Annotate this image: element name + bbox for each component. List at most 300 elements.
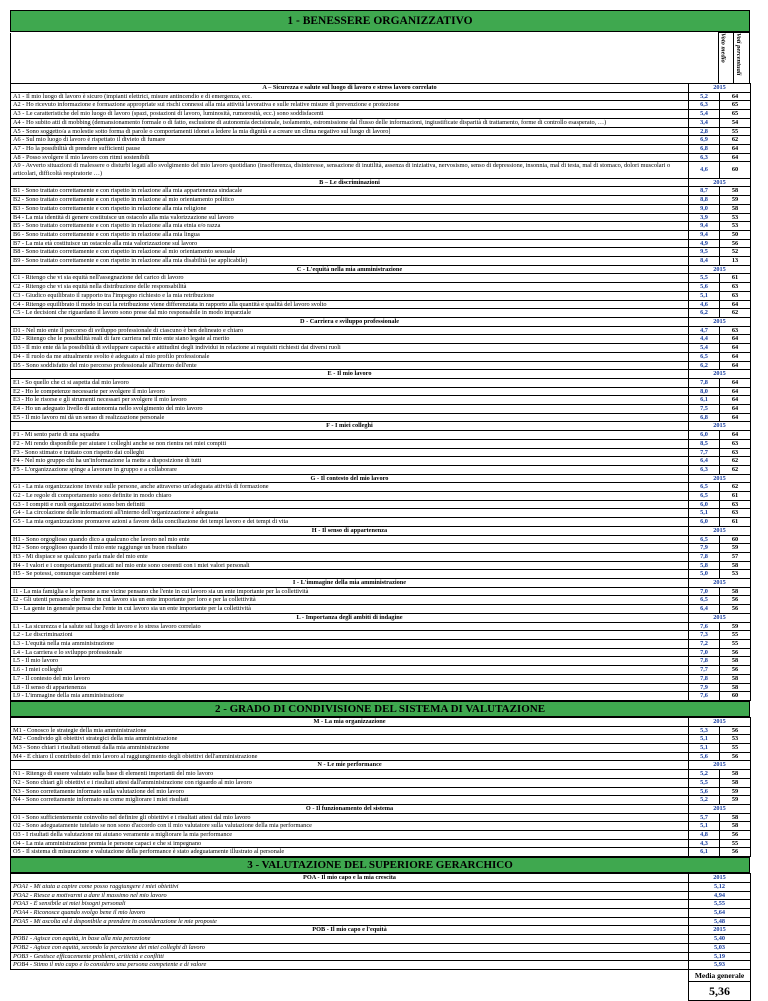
percentage-value: 59 [720,622,751,631]
question-text: O1 - Sono sufficientemente coinvolto nel definire gli obiettivi e i risultati attesi dal mio lavoro [11,813,689,822]
average-score: 6,3 [689,153,720,162]
year-label: 2015 [689,579,751,588]
percentage-value: 65 [720,110,751,119]
question-row [11,778,751,787]
question-row [11,900,751,909]
percentage-value: 64 [720,300,751,309]
section-heading: N - Le mie performance [11,761,689,770]
question-text: C4 - Ritengo equilibrato il modo in cui la retribuzione viene differenziata in rapporto alla quantità e qualità del lavoro svolto [11,300,689,309]
year-label: 2015 [689,474,751,483]
question-text: L2 - Le discriminazioni [11,631,689,640]
percentage-value: 56 [720,666,751,675]
question-text: POA2 - Riesce a motivarmi a dare il massimo nel mio lavoro [11,891,689,900]
question-row [11,153,751,162]
percentage-value: 58 [720,683,751,692]
question-text: A7 - Ho la possibilità di prendere sufficienti pause [11,144,689,153]
year-label: 2015 [689,613,751,622]
question-row [11,492,751,501]
question-row [11,291,751,300]
question-text: N1 - Ritengo di essere valutato sulla base di elementi importanti del mio lavoro [11,770,689,779]
percentage-value: 56 [720,752,751,761]
percentage-value: 59 [720,796,751,805]
question-row [11,187,751,196]
question-text: G2 - Le regole di comportamento sono definite in modo chiaro [11,492,689,501]
question-row [11,465,751,474]
question-text: A6 - Sul mio luogo di lavoro è rispettato il divieto di fumare [11,136,689,145]
question-row [11,796,751,805]
question-row [11,674,751,683]
average-score: 5,19 [689,952,751,961]
question-text: B3 - Sono trattato correttamente e con rispetto in relazione alla mia religione [11,204,689,213]
percentage-value: 13 [720,257,751,266]
percentage-value: 61 [720,492,751,501]
question-text: M1 - Conosco le strategie della mia amministrazione [11,726,689,735]
year-label: 2015 [689,317,751,326]
percentage-value: 64 [720,144,751,153]
question-text: F1 - Mi sento parte di una squadra [11,431,689,440]
question-text: D4 - Il ruolo da me attualmente svolto è adeguato al mio profilo professionale [11,352,689,361]
average-score: 4,4 [689,335,720,344]
percentage-value: 58 [720,657,751,666]
percentage-value: 53 [720,570,751,579]
percentage-value: 58 [720,187,751,196]
question-row [11,961,751,970]
question-text: F3 - Sono stimato e trattato con rispetto dai colleghi [11,448,689,457]
question-text: M4 - È chiaro il contributo del mio lavoro al raggiungimento degli obiettivi dell'amministrazione [11,752,689,761]
percentage-value: 61 [720,274,751,283]
section-heading: A – Sicurezza e salute sul luogo di lavoro e stress lavoro correlato [11,84,689,93]
average-score: 8,4 [689,257,720,266]
average-score: 5,4 [689,344,720,353]
average-score: 5,48 [689,917,751,926]
question-row [11,839,751,848]
question-text: B1 - Sono trattato correttamente e con rispetto in relazione alla mia appartenenza sindacale [11,187,689,196]
question-text: B2 - Sono trattato correttamente e con rispetto in relazione al mio orientamento politico [11,196,689,205]
section-heading: I - L'immagine della mia amministrazione [11,579,689,588]
year-label: 2015 [689,178,751,187]
question-row [11,483,751,492]
average-score: 5,03 [689,943,751,952]
question-row [11,196,751,205]
question-text: M3 - Sono chiari i risultati ottenuti dalla mia amministrazione [11,744,689,753]
question-text: POA1 - Mi aiuta a capire come posso raggiungere i miei obiettivi [11,882,689,891]
question-row [11,561,751,570]
question-row [11,631,751,640]
section-header-row [11,317,751,326]
question-text: L4 - La carriera e lo sviluppo professionale [11,648,689,657]
question-text: E3 - Ho le risorse e gli strumenti necessari per svolgere il mio lavoro [11,396,689,405]
question-text: I2 - Gli utenti pensano che l'ente in cui lavoro sia un ente importante per loro e per la collettività [11,596,689,605]
percentage-value: 57 [720,552,751,561]
average-score: 7,7 [689,666,720,675]
percentage-value: 55 [720,127,751,136]
question-row [11,352,751,361]
percentage-value: 56 [720,648,751,657]
average-score: 5,0 [689,570,720,579]
section-header-row [11,761,751,770]
percentage-value: 64 [720,405,751,414]
year-label: 2015 [689,265,751,274]
question-text: C3 - Giudico equilibrato il rapporto tra l'impegno richiesto e la mia retribuzione [11,291,689,300]
question-row [11,300,751,309]
question-text: H3 - Mi dispiace se qualcuno parla male del mio ente [11,552,689,561]
average-score: 6,4 [689,457,720,466]
average-score: 2,8 [689,127,720,136]
question-text: I3 - La gente in generale pensa che l'ente in cui lavoro sia un ente importante per la collettività [11,605,689,614]
average-score: 8,8 [689,196,720,205]
section-header-row [11,526,751,535]
media-generale-row [11,969,751,981]
question-text: G3 - I compiti e ruoli organizzativi sono ben definiti [11,500,689,509]
question-row [11,882,751,891]
question-row [11,378,751,387]
question-text: A9 - Avverto situazioni di malessere o disturbi legati allo svolgimento del mio lavoro quotidiano (insofferenza, disinteresse, sensazione di inutilità, assenza di iniziativa, nervosismo, senso di depressione, insonnia, mal di testa, mal di stomaco, dolori muscolari o articolari, difficoltà respiratorie …) [11,162,689,178]
section-header-row [11,579,751,588]
section-heading: D - Carriera e sviluppo professionale [11,317,689,326]
question-text: M2 - Condivido gli obiettivi strategici della mia amministrazione [11,735,689,744]
column-voto-medio: Voto medio [719,33,727,63]
percentage-value: 55 [720,631,751,640]
question-text: H5 - Se potessi, comunque cambierei ente [11,570,689,579]
section-heading: O - Il funzionamento del sistema [11,804,689,813]
percentage-value: 64 [720,361,751,370]
average-score: 5,64 [689,908,751,917]
question-text: G1 - La mia organizzazione investe sulle persone, anche attraverso un'adeguata attività di formazione [11,483,689,492]
question-text: B6 - Sono trattato correttamente e con rispetto in relazione alla mia lingua [11,230,689,239]
average-score: 5,6 [689,752,720,761]
average-score: 4,3 [689,839,720,848]
question-text: L9 - L'immagine della mia amministrazione [11,692,689,701]
average-score: 5,40 [689,935,751,944]
question-row [11,326,751,335]
average-score: 8,0 [689,387,720,396]
percentage-value: 56 [720,605,751,614]
average-score: 5,6 [689,787,720,796]
question-row [11,283,751,292]
question-text: E2 - Ho le competenze necessarie per svolgere il mio lavoro [11,387,689,396]
question-text: E4 - Ho un adeguato livello di autonomia nello svolgimento del mio lavoro [11,405,689,414]
average-score: 7,9 [689,544,720,553]
question-row [11,204,751,213]
average-score: 4,8 [689,831,720,840]
question-text: G4 - La circolazione delle informazioni all'interno dell'organizzazione è adeguata [11,509,689,518]
percentage-value: 58 [720,204,751,213]
percentage-value: 53 [720,735,751,744]
average-score: 5,1 [689,735,720,744]
percentage-value: 60 [720,162,751,178]
section-3-title: 3 - VALUTAZIONE DEL SUPERIORE GERARCHICO [10,857,750,873]
question-text: O4 - La mia amministrazione premia le persone capaci e che si impegnano [11,839,689,848]
section-header-row [11,265,751,274]
average-score: 5,55 [689,900,751,909]
average-score: 6,8 [689,413,720,422]
section-heading: H - Il senso di appartenenza [11,526,689,535]
question-text: POA4 - Riconosce quando svolgo bene il mio lavoro [11,908,689,917]
question-text: L5 - Il mio lavoro [11,657,689,666]
question-text: H1 - Sono orgoglioso quando dico a qualcuno che lavoro nel mio ente [11,535,689,544]
average-score: 5,12 [689,882,751,891]
question-text: A1 - Il mio luogo di lavoro è sicuro (impianti elettrici, misure antincendio e di emergenza, ecc. [11,92,689,101]
section-header-row [11,926,751,935]
average-score: 6,0 [689,431,720,440]
question-text: F4 - Nel mio gruppo chi ha un'informazione la mette a disposizione di tutti [11,457,689,466]
average-score: 5,1 [689,822,720,831]
question-text: POA3 - È sensibile ai miei bisogni personali [11,900,689,909]
question-row [11,570,751,579]
question-text: B7 - La mia età costituisce un ostacolo alla mia valorizzazione sul lavoro [11,239,689,248]
question-row [11,744,751,753]
question-row [11,136,751,145]
percentage-value: 64 [720,335,751,344]
percentage-value: 56 [720,596,751,605]
average-score: 5,8 [689,561,720,570]
average-score: 6,5 [689,492,720,501]
percentage-value: 64 [720,431,751,440]
average-score: 9,0 [689,204,720,213]
year-label: 2015 [689,422,751,431]
average-score: 6,1 [689,848,720,857]
percentage-value: 65 [720,101,751,110]
question-row [11,552,751,561]
question-row [11,500,751,509]
question-row [11,848,751,857]
question-text: N4 - Sono correttamente informato su come migliorare i miei risultati [11,796,689,805]
section-2-table [10,717,751,857]
media-generale-label: Media generale [689,969,751,981]
question-row [11,431,751,440]
average-score: 6,0 [689,500,720,509]
average-score: 4,6 [689,162,720,178]
question-text: I1 - La mia famiglia e le persone a me vicine pensano che l'ente in cui lavoro sia un ente importante per la collettività [11,587,689,596]
percentage-value: 60 [720,692,751,701]
percentage-value: 53 [720,213,751,222]
average-score: 6,5 [689,483,720,492]
question-text: POB3 - Gestisce efficacemente problemi, criticità e conflitti [11,952,689,961]
percentage-value: 58 [720,778,751,787]
question-row [11,248,751,257]
question-row [11,239,751,248]
average-score: 6,5 [689,352,720,361]
question-row [11,92,751,101]
question-row [11,361,751,370]
question-row [11,726,751,735]
percentage-value: 55 [720,744,751,753]
average-score: 8,5 [689,439,720,448]
section-header-row [11,613,751,622]
average-score: 7,0 [689,648,720,657]
average-score: 4,6 [689,300,720,309]
percentage-value: 55 [720,839,751,848]
average-score: 6,8 [689,144,720,153]
question-row [11,640,751,649]
percentage-value: 62 [720,309,751,318]
percentage-value: 58 [720,561,751,570]
question-text: L8 - Il senso di appartenenza [11,683,689,692]
average-score: 7,8 [689,674,720,683]
question-text: D1 - Nel mio ente il percorso di sviluppo professionale di ciascuno è ben delineato e chiaro [11,326,689,335]
question-row [11,448,751,457]
average-score: 6,2 [689,309,720,318]
year-label: 2015 [689,84,751,93]
percentage-value: 64 [720,378,751,387]
average-score: 3,4 [689,118,720,127]
percentage-value: 58 [720,822,751,831]
percentage-value: 63 [720,500,751,509]
percentage-value: 55 [720,640,751,649]
question-text: D2 - Ritengo che le possibilità reali di fare carriera nel mio ente siano legate al merito [11,335,689,344]
question-row [11,396,751,405]
section-heading: E - Il mio lavoro [11,370,689,379]
question-text: A5 - Sono soggetto/a a molestie sotto forma di parole o comportamenti idonei a ledere la mia dignità e a creare un clima negativo sul luogo di lavoro] [11,127,689,136]
percentage-value: 56 [720,239,751,248]
percentage-value: 64 [720,413,751,422]
question-text: A3 - Le caratteristiche del mio luogo di lavoro (spazi, postazioni di lavoro, luminosità, rumorosità, ecc.) sono soddisfacenti [11,110,689,119]
question-row [11,387,751,396]
year-label: 2015 [689,926,751,935]
question-row [11,587,751,596]
percentage-value: 59 [720,787,751,796]
percentage-value: 63 [720,283,751,292]
average-score: 7,6 [689,692,720,701]
question-text: POA5 - Mi ascolta ed è disponibile a prendere in considerazione le mie proposte [11,917,689,926]
question-row [11,752,751,761]
question-row [11,222,751,231]
question-row [11,274,751,283]
section-2-title: 2 - GRADO DI CONDIVISIONE DEL SISTEMA DI VALUTAZIONE [10,701,750,717]
year-label: 2015 [689,761,751,770]
average-score: 5,2 [689,770,720,779]
section-heading: L - Importanza degli ambiti di indagine [11,613,689,622]
question-text: O2 - Sono adeguatamente tutelato se non sono d'accordo con il mio valutatore sulla valutazione della mia performance [11,822,689,831]
question-text: B8 - Sono trattato correttamente e con rispetto in relazione al mio orientamento sessuale [11,248,689,257]
question-row [11,413,751,422]
average-score: 9,4 [689,222,720,231]
question-row [11,344,751,353]
average-score: 5,7 [689,813,720,822]
column-voti-percentuali: Voti percentuali [735,33,743,76]
average-score: 5,1 [689,744,720,753]
average-score: 7,2 [689,640,720,649]
average-score: 5,2 [689,796,720,805]
average-score: 5,4 [689,110,720,119]
question-text: C1 - Ritengo che vi sia equità nell'assegnazione del carico di lavoro [11,274,689,283]
question-row [11,787,751,796]
section-header-row [11,804,751,813]
question-text: L6 - I miei colleghi [11,666,689,675]
question-text: A8 - Posso svolgere il mio lavoro con ritmi sostenibili [11,153,689,162]
question-text: D3 - Il mio ente dà la possibilità di sviluppare capacità e attitudini degli individui in relazione ai requisiti richiesti dai diversi ruoli [11,344,689,353]
year-label: 2015 [689,526,751,535]
percentage-value: 50 [720,230,751,239]
question-row [11,657,751,666]
question-text: L3 - L'equità nella mia amministrazione [11,640,689,649]
average-score: 5,93 [689,961,751,970]
question-text: E1 - So quello che ci si aspetta dal mio lavoro [11,378,689,387]
section-header-row [11,370,751,379]
question-text: F5 - L'organizzazione spinge a lavorare in gruppo e a collaborare [11,465,689,474]
question-row [11,257,751,266]
average-score: 6,2 [689,361,720,370]
question-row [11,891,751,900]
average-score: 5,5 [689,778,720,787]
question-row [11,692,751,701]
average-score: 7,0 [689,587,720,596]
question-row [11,162,751,178]
average-score: 6,5 [689,535,720,544]
question-row [11,822,751,831]
question-text: O3 - I risultati della valutazione mi aiutano veramente a migliorare la mia performance [11,831,689,840]
percentage-value: 62 [720,136,751,145]
average-score: 6,5 [689,596,720,605]
average-score: 9,5 [689,248,720,257]
question-row [11,335,751,344]
year-label: 2015 [689,874,751,883]
question-row [11,405,751,414]
percentage-value: 56 [720,831,751,840]
section-1-title: 1 - BENESSERE ORGANIZZATIVO [10,10,750,32]
average-score: 7,6 [689,622,720,631]
average-score: 7,8 [689,657,720,666]
question-row [11,309,751,318]
question-row [11,908,751,917]
average-score: 8,7 [689,187,720,196]
section-1-header-table [10,32,750,83]
section-header-row [11,422,751,431]
section-heading: G - Il contesto del mio lavoro [11,474,689,483]
question-text: E5 - Il mio lavoro mi dà un senso di realizzazione personale [11,413,689,422]
question-row [11,535,751,544]
percentage-value: 56 [720,726,751,735]
average-score: 5,1 [689,291,720,300]
average-score: 7,5 [689,405,720,414]
average-score: 5,2 [689,92,720,101]
average-score: 7,8 [689,552,720,561]
question-text: O5 - Il sistema di misurazione e valutazione della performance è stato adeguatamente illustrato al personale [11,848,689,857]
question-text: C2 - Ritengo che vi sia equità nella distribuzione delle responsabilità [11,283,689,292]
question-row [11,110,751,119]
section-heading: F - I miei colleghi [11,422,689,431]
section-heading: POB - Il mio capo e l'equità [11,926,689,935]
question-text: A2 - Ho ricevuto informazione e formazione appropriate sui rischi connessi alla mia attività lavorativa e sulle relative misure di prevenzione e protezione [11,101,689,110]
year-label: 2015 [689,370,751,379]
section-heading: B – Le discriminazioni [11,178,689,187]
question-row [11,439,751,448]
percentage-value: 58 [720,813,751,822]
percentage-value: 63 [720,509,751,518]
average-score: 5,5 [689,274,720,283]
question-text: H4 - I valori e i comportamenti praticati nel mio ente sono coerenti con i miei valori personali [11,561,689,570]
average-score: 4,9 [689,239,720,248]
question-text: L7 - Il contesto del mio lavoro [11,674,689,683]
percentage-value: 58 [720,674,751,683]
section-header-row [11,717,751,726]
question-text: A4 - Ho subito atti di mobbing (demansionamento formale o di fatto, esclusione di autonomia decisionale, isolamento, estromissione dal flusso delle informazioni, ingiustificate disparità di trattamento, forme di controllo esasperato, …) [11,118,689,127]
question-row [11,457,751,466]
question-row [11,943,751,952]
average-score: 7,7 [689,448,720,457]
question-text: N3 - Sono correttamente informato sulla valutazione del mio lavoro [11,787,689,796]
percentage-value: 63 [720,448,751,457]
question-row [11,770,751,779]
average-score: 7,9 [689,683,720,692]
percentage-value: 56 [720,848,751,857]
question-row [11,509,751,518]
percentage-value: 63 [720,291,751,300]
question-text: F2 - Mi rendo disponibile per aiutare i colleghi anche se non rientra nei miei compiti [11,439,689,448]
question-row [11,605,751,614]
average-score: 9,4 [689,230,720,239]
question-row [11,213,751,222]
